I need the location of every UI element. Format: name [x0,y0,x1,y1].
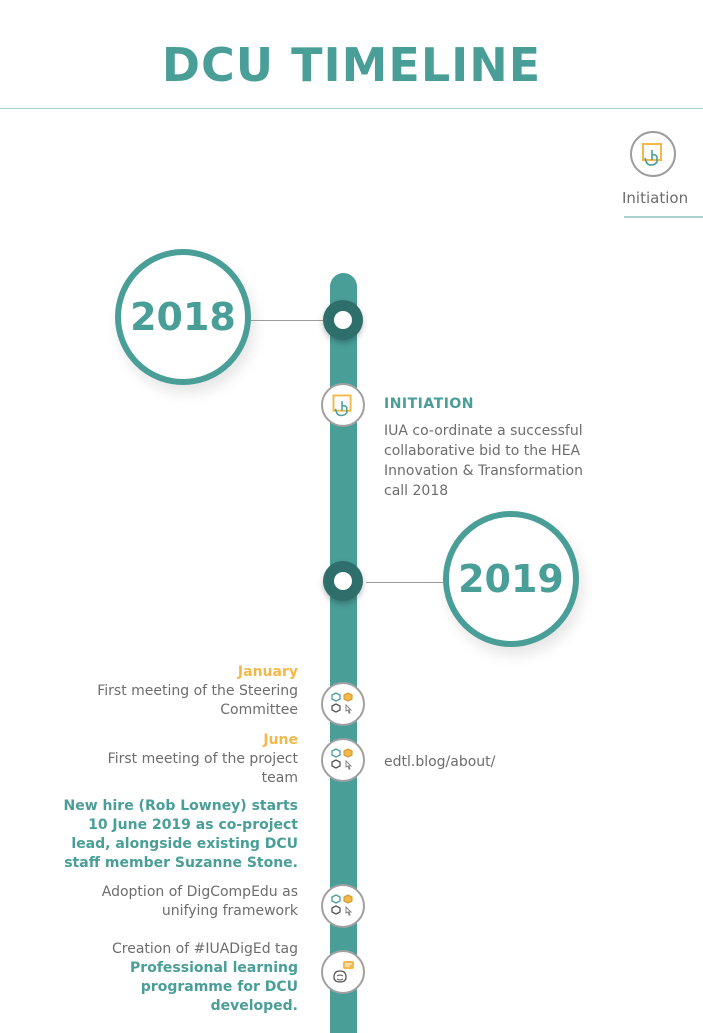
initiation-description [384,421,583,501]
cubes-icon [328,891,358,921]
event-highlight-line: developed. [210,998,298,1014]
initiation-line: call 2018 [384,483,449,499]
cubes-icon [328,689,358,719]
cubes-icon [328,745,358,775]
year-2019-node [323,561,363,601]
event-line: staff member Suzanne Stone. [64,855,298,871]
event-month: June [263,732,298,748]
event-iuadiged [38,940,298,1016]
event-line: unifying framework [161,903,298,919]
event-line: First meeting of the project [107,751,298,767]
event-line: 10 June 2019 as co-project [88,817,298,833]
event-line: First meeting of the Steering [97,683,298,699]
event-digcompedu [38,883,298,921]
header-divider [0,108,703,109]
event-line: Committee [220,702,298,718]
event-iuadiged-icon[interactable] [321,950,365,994]
legend-label: Initiation [622,189,689,207]
hand-click-icon [632,133,674,175]
legend-underline [624,216,703,218]
legend-initiation-icon[interactable] [630,131,676,177]
event-june-link[interactable]: edtl.blog/about/ [384,754,496,770]
event-line: New hire (Rob Lowney) starts [63,798,298,814]
event-january-icon[interactable] [321,682,365,726]
year-2019-label: 2019 [458,557,564,601]
event-highlight-line: Professional learning [130,960,298,976]
initiation-line: collaborative bid to the HEA [384,443,581,459]
event-digcompedu-icon[interactable] [321,884,365,928]
year-2019-circle [443,511,579,647]
event-january [38,663,298,720]
year-2018-label: 2018 [130,295,236,339]
event-line: Creation of #IUADigEd tag [111,941,298,957]
initiation-event-icon[interactable] [321,383,365,427]
year-2018-node [323,300,363,340]
event-month: January [237,664,298,680]
brain-idea-icon [328,957,358,987]
page-title: DCU TIMELINE [161,38,542,92]
initiation-heading: INITIATION [384,396,475,412]
year-2018-circle [115,249,251,385]
event-line: team [261,770,298,786]
year-2018-connector [251,320,325,321]
event-june [38,731,298,788]
event-highlight-line: programme for DCU [140,979,298,995]
hand-click-icon [323,385,363,425]
event-line: lead, alongside existing DCU [71,836,298,852]
event-line: Adoption of DigCompEdu as [101,884,298,900]
event-new-hire [18,797,298,873]
event-june-icon[interactable] [321,738,365,782]
initiation-line: Innovation & Transformation [384,463,583,479]
year-2019-connector [366,582,444,583]
initiation-line: IUA co-ordinate a successful [384,423,583,439]
